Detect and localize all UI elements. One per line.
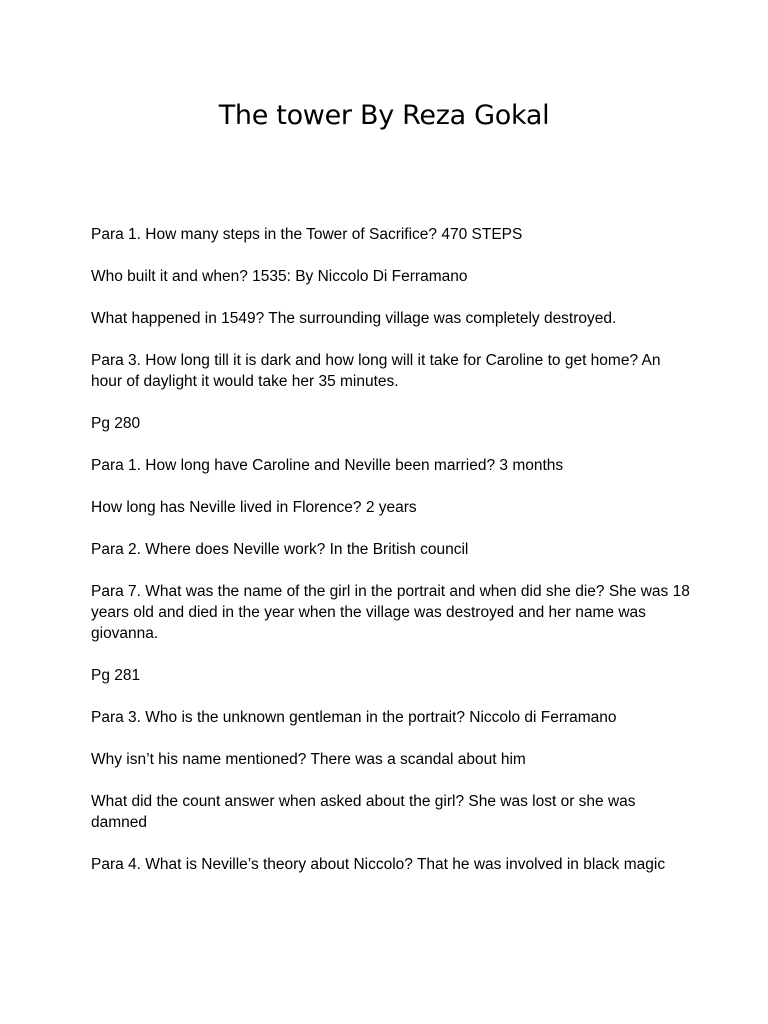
paragraph-work: Para 2. Where does Neville work? In the British council	[91, 541, 469, 558]
paragraph-para3-dark: Para 3. How long till it is dark and how long will it take for Caroline to get home? An hour of daylight it would take her 35 minutes.	[91, 352, 661, 390]
document-body	[91, 224, 691, 896]
paragraph-1549: What happened in 1549? The surrounding village was completely destroyed.	[91, 310, 617, 327]
document-title: The tower By Reza Gokal	[218, 100, 550, 131]
page-marker-281: Pg 281	[91, 667, 141, 684]
paragraph-portrait-girl: Para 7. What was the name of the girl in the portrait and when did she die? She was 18 years old and died in the year when the village was destroyed and her name was giovanna.	[91, 583, 690, 642]
paragraph-name-mentioned: Why isn’t his name mentioned? There was a scandal about him	[91, 751, 526, 768]
paragraph-count-answer: What did the count answer when asked about the girl? She was lost or she was damned	[91, 793, 636, 831]
paragraph-neville-theory: Para 4. What is Neville’s theory about Niccolo? That he was involved in black magic	[91, 856, 666, 873]
paragraph-para1-steps: Para 1. How many steps in the Tower of Sacrifice? 470 STEPS	[91, 226, 523, 243]
paragraph-married: Para 1. How long have Caroline and Neville been married? 3 months	[91, 457, 564, 474]
paragraph-who-built: Who built it and when? 1535: By Niccolo Di Ferramano	[91, 268, 468, 285]
page-marker-280: Pg 280	[91, 415, 141, 432]
paragraph-florence: How long has Neville lived in Florence? 2 years	[91, 499, 417, 516]
paragraph-gentleman: Para 3. Who is the unknown gentleman in the portrait? Niccolo di Ferramano	[91, 709, 617, 726]
